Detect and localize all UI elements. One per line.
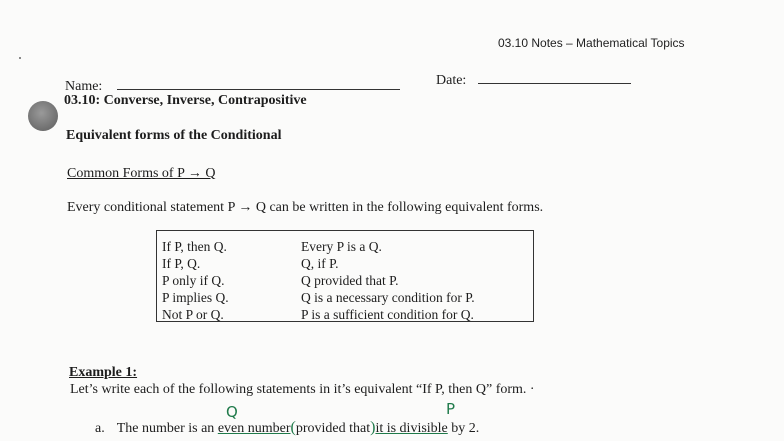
handwritten-p-annotation: P bbox=[446, 400, 456, 418]
form-entry: P implies Q. bbox=[162, 290, 229, 305]
form-entry: Q, if P. bbox=[301, 256, 339, 271]
form-entry: P is a sufficient condition for Q. bbox=[301, 307, 474, 322]
date-field-line[interactable] bbox=[478, 83, 631, 84]
punch-hole bbox=[28, 101, 58, 131]
item-text-part1: The number is an bbox=[116, 421, 218, 436]
name-field-line[interactable] bbox=[117, 89, 400, 90]
forms-right-column bbox=[301, 238, 475, 323]
item-label: a. bbox=[95, 421, 105, 436]
example-item-a bbox=[95, 419, 479, 437]
item-text-part3: by 2. bbox=[447, 421, 480, 436]
section-title: 03.10: Converse, Inverse, Contrapositive bbox=[64, 93, 307, 108]
form-entry: If P, then Q. bbox=[162, 239, 227, 254]
q-phrase: even number bbox=[217, 421, 291, 436]
example-heading: Example 1: bbox=[69, 365, 138, 380]
form-entry: Q is a necessary condition for P. bbox=[301, 290, 475, 305]
date-label: Date: bbox=[436, 73, 467, 88]
equivalent-forms-heading: Equivalent forms of the Conditional bbox=[66, 128, 282, 143]
form-entry: Not P or Q. bbox=[162, 307, 224, 322]
p-phrase: it is divisible bbox=[375, 421, 448, 436]
form-entry: Q provided that P. bbox=[301, 273, 399, 288]
example-intro: Let’s write each of the following statements in it’s equivalent “If P, then Q” form. · bbox=[70, 382, 535, 397]
equivalent-forms-table bbox=[156, 230, 534, 322]
speck bbox=[19, 57, 21, 59]
form-entry: Every P is a Q. bbox=[301, 239, 382, 254]
form-entry: If P, Q. bbox=[162, 256, 201, 271]
name-label: Name: bbox=[65, 79, 103, 94]
forms-left-column bbox=[162, 238, 229, 323]
handwritten-close-paren: ) bbox=[370, 419, 376, 436]
form-entry: P only if Q. bbox=[162, 273, 225, 288]
course-title: 03.10 Notes – Mathematical Topics bbox=[498, 36, 685, 50]
handwritten-q-annotation: Q bbox=[226, 403, 238, 421]
handwritten-open-paren: ( bbox=[290, 419, 296, 436]
item-text-part2: provided that bbox=[295, 421, 371, 436]
common-forms-heading: Common Forms of P → Q bbox=[67, 166, 216, 181]
intro-text: Every conditional statement P → Q can be written in the following equivalent forms. bbox=[67, 200, 544, 215]
